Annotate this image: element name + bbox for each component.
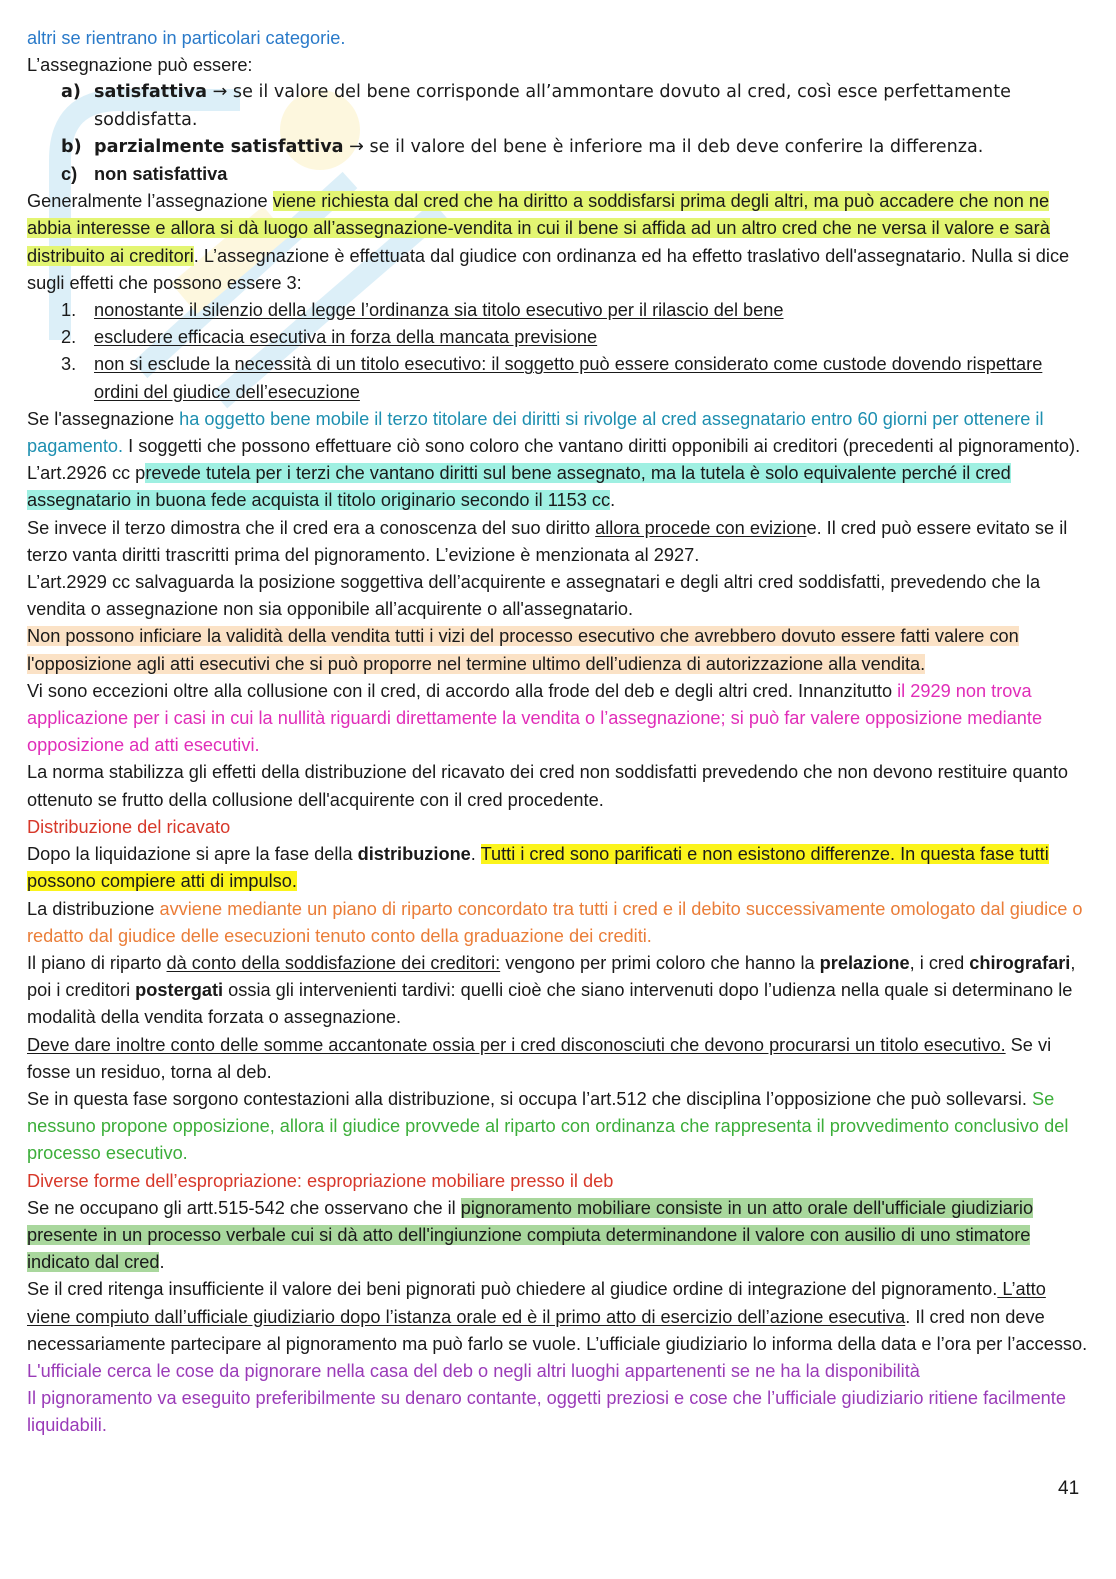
text-run: Se invece il terzo dimostra che il cred era a conoscenza del suo diritto bbox=[27, 517, 596, 538]
section-heading: Diverse forme dell’espropriazione: espropriazione mobiliare presso il deb bbox=[27, 1170, 614, 1191]
text-run: e. Il cred può essere evitato se il terzo vanta diritti trascritti prima del pignoramento. L’evizione è menzionata al 2927. bbox=[27, 517, 1068, 565]
text-run: Generalmente l’assegnazione bbox=[27, 191, 273, 212]
text-run: Se vi fosse un residuo, torna al deb. bbox=[27, 1034, 1052, 1082]
highlight: pignoramento mobiliare consiste in un atto orale dell'ufficiale giudiziario presente in un processo verbale cui si dà atto dell'ingiunzione compiuta determinandone il valore con ausilio di uno stimatore indicato dal cred bbox=[27, 1197, 1034, 1273]
text-run: . bbox=[610, 490, 616, 511]
paragraph bbox=[27, 188, 1091, 297]
term: satisfattiva bbox=[94, 82, 207, 103]
list-text: escludere efficacia esecutiva in forza della mancata previsione bbox=[94, 327, 598, 348]
list-text: nonostante il silenzio della legge l’ordinanza sia titolo esecutivo per il rilascio del bene bbox=[94, 300, 784, 321]
underlined-text: dà conto della soddisfazione dei creditori: bbox=[166, 952, 501, 973]
list-item bbox=[27, 79, 1091, 133]
text-run: ossia gli intervenienti tardivi: quelli cioè che siano intervenuti dopo l’udienza nella quale si determinano le modalità della vendita forzata o assegnazione. bbox=[27, 980, 1073, 1028]
bold-text: prelazione bbox=[819, 952, 910, 973]
text-run: Se l'assegnazione bbox=[27, 408, 180, 429]
colored-text: il 2929 non trova applicazione per i casi in cui la nullità riguardi direttamente la vendita o l’assegnazione; si può far valere opposizione mediante opposizione ad atti esecutivi. bbox=[27, 680, 1043, 756]
underlined-text: L’atto viene compiuto dall’ufficiale giudiziario dopo l’istanza orale ed è il primo atto di esercizio dell’azione esecutiva bbox=[27, 1279, 1046, 1327]
arrow-icon: → bbox=[212, 82, 228, 103]
definition: se il valore del bene è inferiore ma il deb deve conferire la differenza. bbox=[369, 136, 984, 157]
list-marker: b) bbox=[61, 136, 82, 157]
list-item bbox=[27, 297, 1091, 324]
paragraph bbox=[27, 950, 1091, 1032]
highlight: Non possono inficiare la validità della vendita tutti i vizi del processo esecutivo che avrebbero dovuto essere fatti valere con l'opposizione agli atti esecutivi che si può proporre nel termine ultimo dell’udienza di autorizzazione alla vendita. bbox=[27, 626, 1019, 674]
paragraph bbox=[27, 406, 1091, 515]
colored-text: ha oggetto bene mobile il terzo titolare dei diritti si rivolge al cred assegnatario entro 60 giorni per ottenere il pagamento. bbox=[27, 408, 1044, 457]
text-run: Se il cred ritenga insufficiente il valore dei beni pignorati può chiedere al giudice ordine di integrazione del pignoramento. bbox=[27, 1279, 998, 1300]
text-run: . Il cred non deve necessariamente partecipare al pignoramento ma può farlo se vuole. L’ufficiale giudiziario lo informa della data e l’ora per l’accesso. bbox=[27, 1306, 1088, 1354]
section-heading: Distribuzione del ricavato bbox=[27, 816, 231, 837]
page-number: 41 bbox=[1058, 1478, 1080, 1499]
paragraph bbox=[27, 515, 1091, 569]
paragraph bbox=[27, 896, 1091, 950]
text-run: . L’assegnazione è effettuata dal giudice con ordinanza ed ha effetto traslativo dell'assegnatario. Nulla si dice sugli effetti che possono essere 3: bbox=[27, 245, 1070, 293]
list-marker: 3. bbox=[61, 354, 77, 375]
paragraph bbox=[27, 623, 1091, 677]
line-categories: altri se rientrano in particolari categorie. bbox=[27, 28, 346, 48]
colored-text: Se nessuno propone opposizione, allora il giudice provvede al riparto con ordinanza che rappresenta il provvedimento conclusivo del processo esecutivo. bbox=[27, 1088, 1069, 1164]
text-run: La distribuzione bbox=[27, 898, 160, 919]
list-marker: 2. bbox=[61, 327, 77, 348]
paragraph: L'ufficiale cerca le cose da pignorare nella casa del deb o negli altri luoghi appartenenti se ne ha la disponibilità bbox=[27, 1360, 920, 1381]
list-marker: c) bbox=[61, 164, 78, 185]
assignment-types-list bbox=[27, 79, 1091, 188]
underlined-text: allora procede con evizion bbox=[595, 517, 807, 538]
text-run: Il piano di riparto bbox=[27, 952, 167, 973]
list-marker: 1. bbox=[61, 300, 77, 321]
paragraph bbox=[27, 841, 1091, 895]
text-run: Se ne occupano gli artt.515-542 che osservano che il bbox=[27, 1197, 461, 1218]
bold-text: chirografari bbox=[969, 952, 1071, 973]
list-marker: a) bbox=[61, 82, 81, 103]
effects-list bbox=[27, 297, 1091, 406]
highlight: viene richiesta dal cred che ha diritto a soddisfarsi prima degli altri, ma può accadere che non ne abbia interesse e allora si dà luogo all’assegnazione-vendita in cui il bene si affida ad un altro cred che ne versa il valore e sarà distribuito ai creditori bbox=[27, 191, 1050, 266]
paragraph bbox=[27, 678, 1091, 760]
list-text: non si esclude la necessità di un titolo esecutivo: il soggetto può essere considerato come custode dovendo rispettare ordini del giudice dell’esecuzione bbox=[94, 354, 1043, 402]
text-run: , poi i creditori bbox=[27, 952, 1076, 1001]
text-run: Vi sono eccezioni oltre alla collusione con il cred, di accordo alla frode del deb e degli altri cred. Innanzitutto bbox=[27, 680, 898, 701]
text-run: Se in questa fase sorgono contestazioni alla distribuzione, si occupa l’art.512 che disciplina l’opposizione che può sollevarsi. bbox=[27, 1088, 1032, 1109]
colored-text: avviene mediante un piano di riparto concordato tra tutti i cred e il debito successivamente omologato dal giudice o redatto dal giudice delle esecuzioni tenuto conto della graduazione dei crediti. bbox=[27, 898, 1083, 946]
highlight: Tutti i cred sono parificati e non esistono differenze. In questa fase tutti possono compiere atti di impulso. bbox=[27, 844, 1049, 892]
paragraph bbox=[27, 1086, 1091, 1168]
bold-text: distribuzione bbox=[357, 844, 471, 865]
list-item bbox=[27, 134, 1091, 161]
highlight: revede tutela per i terzi che vantano diritti sul bene assegnato, ma la tutela è solo equivalente perché il cred assegnatario in buona fede acquista il titolo originario secondo il 1153 cc bbox=[27, 463, 1011, 511]
definition: se il valore del bene corrisponde all’ammontare dovuto al cred, così esce perfettamente soddisfatta. bbox=[94, 82, 1011, 130]
paragraph bbox=[27, 1195, 1091, 1277]
list-item bbox=[27, 161, 1091, 188]
paragraph: L’art.2929 cc salvaguarda la posizione soggettiva dell’acquirente e assegnatari e degli altri cred soddisfatti, prevedendo che la vendita o assegnazione non sia opponibile all’acquirente o all'assegnatario. bbox=[27, 572, 1041, 620]
text-run: . bbox=[159, 1252, 165, 1273]
text-run: . bbox=[470, 844, 481, 865]
text-run: , i cred bbox=[909, 952, 970, 973]
paragraph: Il pignoramento va eseguito preferibilmente su denaro contante, oggetti preziosi e cose che l’ufficiale giudiziario ritiene facilmente liquidabili. bbox=[27, 1388, 1066, 1436]
line-assignment-intro: L’assegnazione può essere: bbox=[27, 55, 253, 76]
list-item bbox=[27, 324, 1091, 351]
text-run: Dopo la liquidazione si apre la fase della bbox=[27, 844, 358, 865]
term: non satisfattiva bbox=[94, 164, 228, 185]
text-run: vengono per primi coloro che hanno la bbox=[500, 952, 820, 973]
underlined-text: Deve dare inoltre conto delle somme accantonate ossia per i cred disconosciuti che devono procurarsi un titolo esecutivo. bbox=[27, 1034, 1006, 1055]
term: parzialmente satisfattiva bbox=[94, 136, 344, 157]
paragraph bbox=[27, 1032, 1091, 1086]
paragraph: La norma stabilizza gli effetti della distribuzione del ricavato dei cred non soddisfatti prevedendo che non devono restituire quanto ottenuto se frutto della collusione dell'acquirente con il cred procedente. bbox=[27, 762, 1069, 810]
bold-text: postergati bbox=[135, 980, 224, 1001]
text-run: I soggetti che possono effettuare ciò sono coloro che vantano diritti opponibili ai creditori (precedenti al pignoramento). L’art.2926 cc p bbox=[27, 436, 1081, 484]
list-item bbox=[27, 351, 1091, 405]
paragraph bbox=[27, 1276, 1091, 1358]
arrow-icon: → bbox=[349, 136, 364, 157]
document-page bbox=[27, 25, 1091, 1440]
